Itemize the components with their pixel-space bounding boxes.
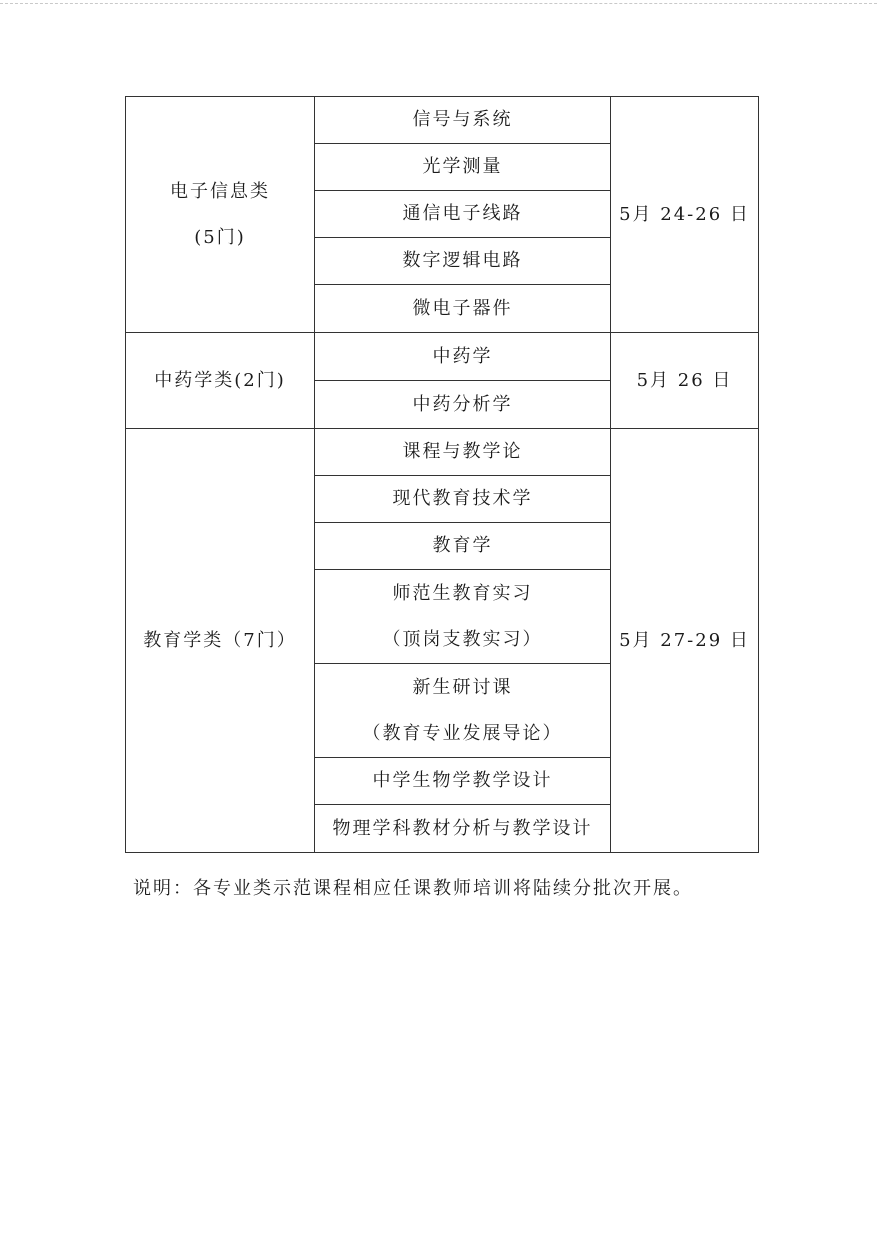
course-cell [315,144,611,191]
course-cell [315,191,611,238]
course-cell [315,476,611,523]
page-top-edge [0,3,877,4]
course-cell [315,238,611,285]
category-cell [126,97,315,333]
course-name: 光学测量 [422,156,503,177]
course-name: 数字逻辑电路 [402,250,523,271]
course-name: 中药学 [432,345,493,367]
date-cell: 5月 27-29 日 [611,429,759,853]
footnote: 说明：各专业类示范课程相应任课教师培训将陆续分批次开展。 [133,878,693,899]
course-name: 物理学科教材分析与教学设计 [332,817,593,839]
category-cell [126,429,315,853]
course-cell [315,333,611,381]
course-cell [315,570,611,664]
course-name: 中药分析学 [412,393,513,415]
course-subtitle: （顶岗支教实习） [382,628,543,650]
course-name: 中学生物学教学设计 [372,770,553,791]
category-name: 电子信息类 [170,180,270,202]
table-row [126,333,759,381]
course-cell [315,429,611,476]
date-cell: 5月 26 日 [611,333,759,429]
course-subtitle: （教育专业发展导论） [362,722,563,744]
course-cell [315,805,611,853]
category-cell [126,333,315,429]
course-name: 现代教育技术学 [392,488,533,509]
course-cell [315,285,611,333]
course-name: 教育学 [432,535,493,556]
course-name: 师范生教育实习 [392,582,533,604]
course-name: 信号与系统 [412,109,513,130]
category-name: 教育学类（7门） [143,629,297,651]
course-name: 微电子器件 [412,297,513,319]
course-cell [315,97,611,144]
category-count: (5门) [194,226,246,248]
course-name: 新生研讨课 [412,676,513,698]
table-row [126,97,759,144]
course-schedule-table [125,96,759,853]
course-cell [315,523,611,570]
date-cell: 5月 24-26 日 [611,97,759,333]
course-name: 通信电子线路 [402,203,523,224]
category-name: 中药学类(2门) [154,369,286,391]
course-cell [315,381,611,429]
table-row [126,429,759,476]
course-name: 课程与教学论 [402,441,523,462]
course-cell [315,758,611,805]
course-cell [315,664,611,758]
